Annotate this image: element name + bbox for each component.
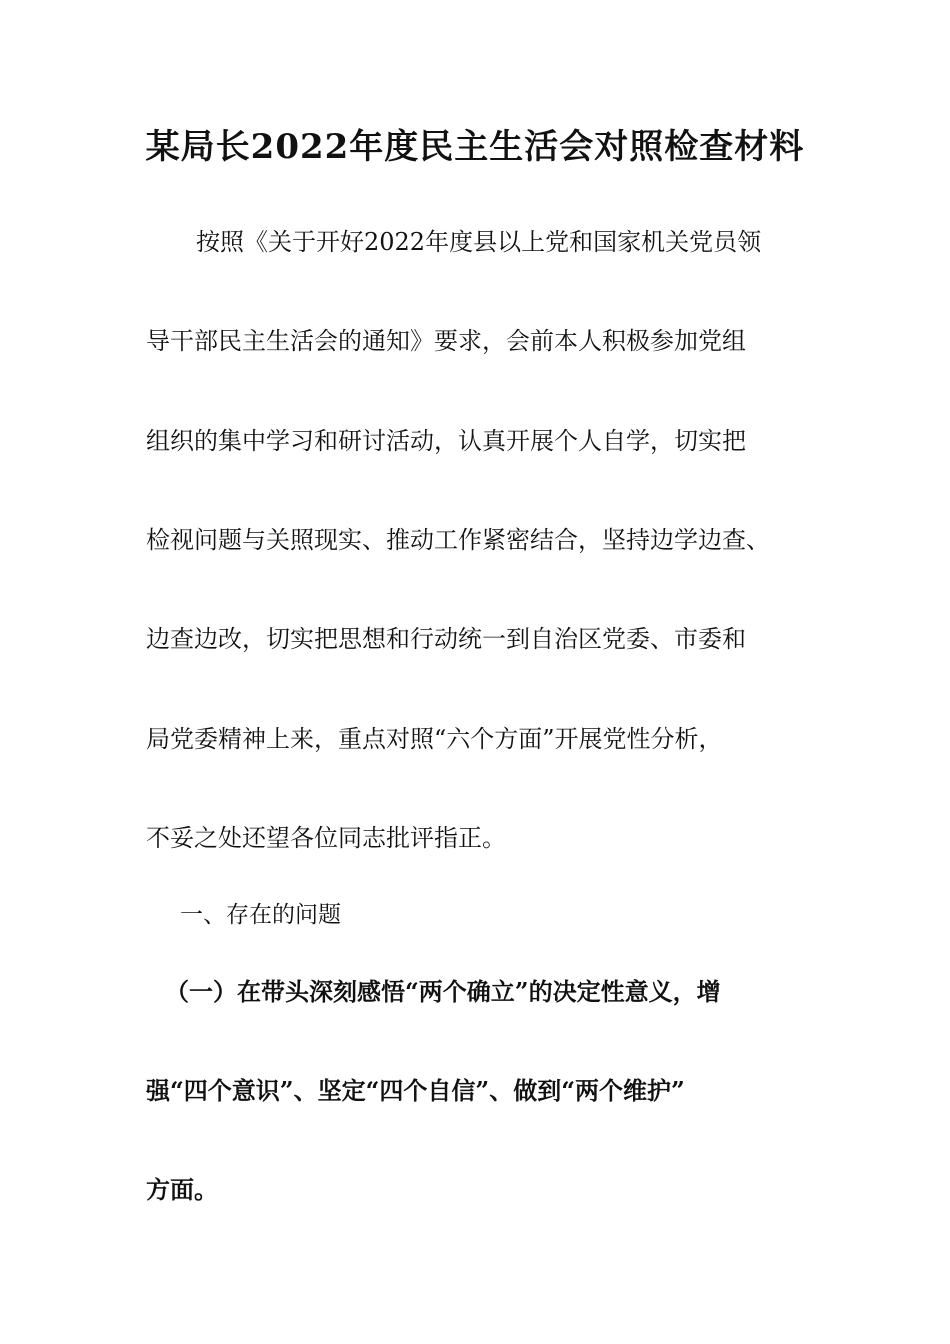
paragraph-line: 局党委精神上来，重点对照“六个方面”开展党性分析， [146,725,723,753]
paragraph-line: 不妥之处还望各位同志批评指正。 [146,824,506,852]
section-heading: 一、存在的问题 [180,902,341,928]
subsection-line: 方面。 [146,1175,218,1204]
paragraph-line: 检视问题与关照现实、推动工作紧密结合，坚持边学边查、 [146,526,770,554]
subsection-line: 强“四个意识”、坚定“四个自信”、做到“两个维护” [146,1076,685,1105]
subsection-line: （一）在带头深刻感悟“两个确立”的决定性意义，增 [165,977,721,1006]
document-title: 某局长2022年度民主生活会对照检查材料 [145,127,805,167]
paragraph-line: 边查边改，切实把思想和行动统一到自治区党委、市委和 [146,625,746,653]
paragraph-line: 按照《关于开好2022年度县以上党和国家机关党员领 [196,228,762,256]
paragraph-line: 组织的集中学习和研讨活动，认真开展个人自学，切实把 [146,427,746,455]
paragraph-line: 导干部民主生活会的通知》要求，会前本人积极参加党组 [146,327,746,355]
